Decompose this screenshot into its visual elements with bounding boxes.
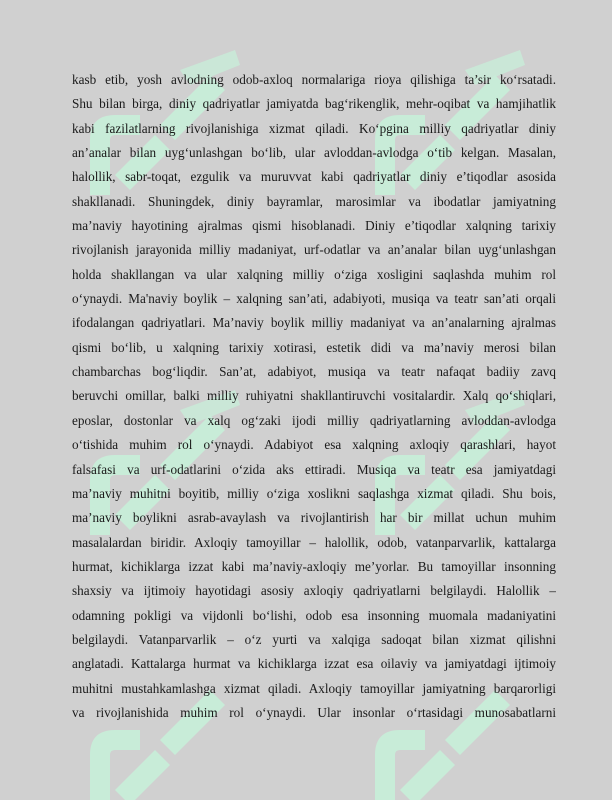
text-line: belgilaydi. Vatanparvarlik – o‘z yurti va xalqiga sadoqat bilan xizmat qilishni xyxy=(72,631,556,647)
text-line: shaxsiy va ijtimoiy hayotidagi asosiy axloqiy qadriyatlarni belgilaydi. Halollik – xyxy=(72,583,556,599)
text-line: halollik, sabr-toqat, ezgulik va muruvvat kabi qadriyatlar diniy e’tiqodlar asosida xyxy=(72,169,556,185)
text-line: shakllanadi. Shuningdek, diniy bayramlar, marosimlar va ibodatlar jamiyatning xyxy=(72,193,556,209)
text-line: ma’naviy boylikni asrab-avaylash va rivojlantirish har bir millat uchun muhim xyxy=(72,510,556,526)
text-line: ifodalangan qadriyatlari. Ma’naviy boylik milliy madaniyat va an’analarning ajralmas xyxy=(72,315,556,331)
text-line: odamning pokligi va vijdonli bo‘lishi, odob esa insonning muomala madaniyatini xyxy=(72,607,556,623)
text-line: eposlar, dostonlar va xalq og‘zaki ijodi milliy qadriyatlarning avloddan-avlodga xyxy=(72,412,556,428)
text-line: beruvchi omillar, balki milliy ruhiyatni shakllantiruvchi vositalardir. Xalq qo‘shiqlari, xyxy=(72,388,556,404)
text-line: hurmat, kichiklarga izzat kabi ma’naviy-axloqiy me’yorlar. Bu tamoyillar insonning xyxy=(72,558,556,574)
text-line: kabi fazilatlarning rivojlanishiga xizmat qiladi. Ko‘pgina milliy qadriyatlar diniy xyxy=(72,120,556,136)
text-line: va rivojlanishida muhim rol o‘ynaydi. Ular insonlar o‘rtasidagi munosabatlarni xyxy=(72,704,556,720)
text-line: rivojlanish jarayonida milliy madaniyat, urf-odatlar va an’analar bilan uyg‘unlashgan xyxy=(72,242,556,258)
text-line: kasb etib, yosh avlodning odob-axloq normalariga rioya qilishiga ta’sir ko‘rsatadi. xyxy=(72,72,556,87)
document-body-text xyxy=(72,68,556,725)
text-line: ma’naviy muhitni boyitib, milliy o‘ziga xoslikni saqlashga xizmat qiladi. Shu bois, xyxy=(72,485,556,501)
text-line: an’analar bilan uyg‘unlashgan bo‘lib, ular avloddan-avlodga o‘tib kelgan. Masalan, xyxy=(72,145,556,161)
text-line: holda shakllangan va ular xalqning milliy o‘ziga xosligini saqlashda muhim rol xyxy=(72,266,556,282)
text-line: muhitni mustahkamlashga xizmat qiladi. Axloqiy tamoyillar jamiyatning barqarorligi xyxy=(72,680,556,696)
text-line: o‘tishida muhim rol o‘ynaydi. Adabiyot esa xalqning axloqiy qarashlari, hayot xyxy=(72,437,556,453)
text-line: Shu bilan birga, diniy qadriyatlar jamiyatda bag‘rikenglik, mehr-oqibat va hamjihatlik xyxy=(72,96,556,112)
text-line: anglatadi. Kattalarga hurmat va kichiklarga izzat esa oilaviy va jamiyatdagi ijtimoiy xyxy=(72,656,556,672)
text-line: falsafasi va urf-odatlarini o‘zida aks ettiradi. Musiqa va teatr esa jamiyatdagi xyxy=(72,461,556,477)
text-line: qismi bo‘lib, u xalqning tarixiy xotirasi, estetik didi va ma’naviy merosi bilan xyxy=(72,339,556,355)
text-line: chambarchas bog‘liqdir. San’at, adabiyot, musiqa va teatr nafaqat badiiy zavq xyxy=(72,364,556,380)
text-line: o‘ynaydi. Ma'naviy boylik – xalqning san’ati, adabiyoti, musiqa va teatr san’ati orqali xyxy=(72,291,556,307)
text-line: ma’naviy hayotining ajralmas qismi hisoblanadi. Diniy e’tiqodlar xalqning tarixiy xyxy=(72,218,556,234)
text-line: masalalardan biridir. Axloqiy tamoyillar – halollik, odob, vatanparvarlik, kattalarga xyxy=(72,534,556,550)
